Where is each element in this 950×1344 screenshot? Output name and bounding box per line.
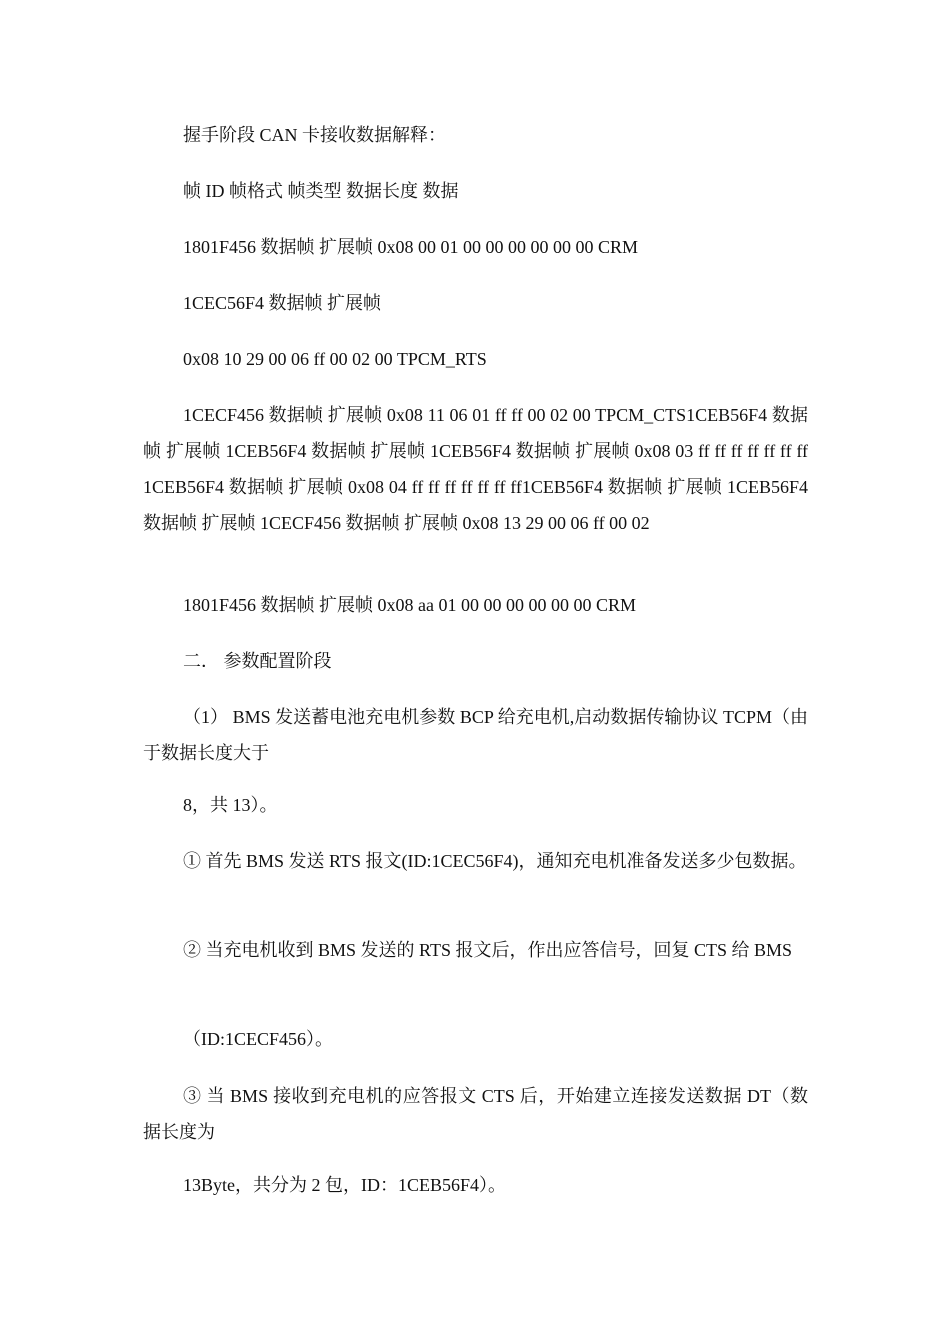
paragraph-frame-columns: 帧 ID 帧格式 帧类型 数据长度 数据	[183, 181, 459, 201]
paragraph-bcp-total: 8，共 13）。	[183, 795, 278, 815]
paragraph-crm-frame: 1801F456 数据帧 扩展帧 0x08 00 01 00 00 00 00 00 00 CRM	[183, 237, 639, 257]
paragraph-rts-frame-data: 0x08 10 29 00 06 ff 00 02 00 TPCM_RTS	[183, 349, 487, 369]
paragraph-crm-aa-frame: 1801F456 数据帧 扩展帧 0x08 aa 01 00 00 00 00 00 00 CRM	[183, 595, 637, 615]
paragraph-handshake-heading: 握手阶段 CAN 卡接收数据解释：	[183, 125, 447, 145]
paragraph-step-2: ② 当充电机收到 BMS 发送的 RTS 报文后，作出应答信号，回复 CTS 给 BMS	[183, 940, 792, 960]
paragraph-step-3: ③ 当 BMS 接收到充电机的应答报文 CTS 后，开始建立连接发送数据 DT（数据长度为	[143, 1086, 808, 1142]
paragraph-step-3-detail: 13Byte，共分为 2 包，ID：1CEB56F4）。	[183, 1175, 507, 1195]
paragraph-step-2-id: （ID:1CECF456）。	[183, 1029, 334, 1049]
paragraph-step-1: ① 首先 BMS 发送 RTS 报文(ID:1CEC56F4)，通知充电机准备发送多少包数据。	[183, 851, 807, 871]
section-heading-parameter-config: 二． 参数配置阶段	[183, 651, 332, 671]
paragraph-bcp-intro: （1） BMS 发送蓄电池充电机参数 BCP 给充电机,启动数据传输协议 TCPM（由于数据长度大于	[143, 707, 808, 763]
paragraph-cts-dt-frames: 1CECF456 数据帧 扩展帧 0x08 11 06 01 ff ff 00 02 00 TPCM_CTS1CEB56F4 数据帧 扩展帧 1CEB56F4 数据帧 扩展帧 1CEB56F4 数据帧 扩展帧 0x08 03 ff ff ff ff ff ff ff1CEB56F4 数据帧 扩展帧 0x08 04 ff ff ff ff ff ff ff1CEB56F4 数据帧 扩展帧 1CEB56F4 数据帧 扩展帧 1CECF456 数据帧 扩展帧 0x08 13 29 00 06 ff 00 02	[143, 405, 808, 533]
paragraph-rts-frame-id: 1CEC56F4 数据帧 扩展帧	[183, 293, 382, 313]
